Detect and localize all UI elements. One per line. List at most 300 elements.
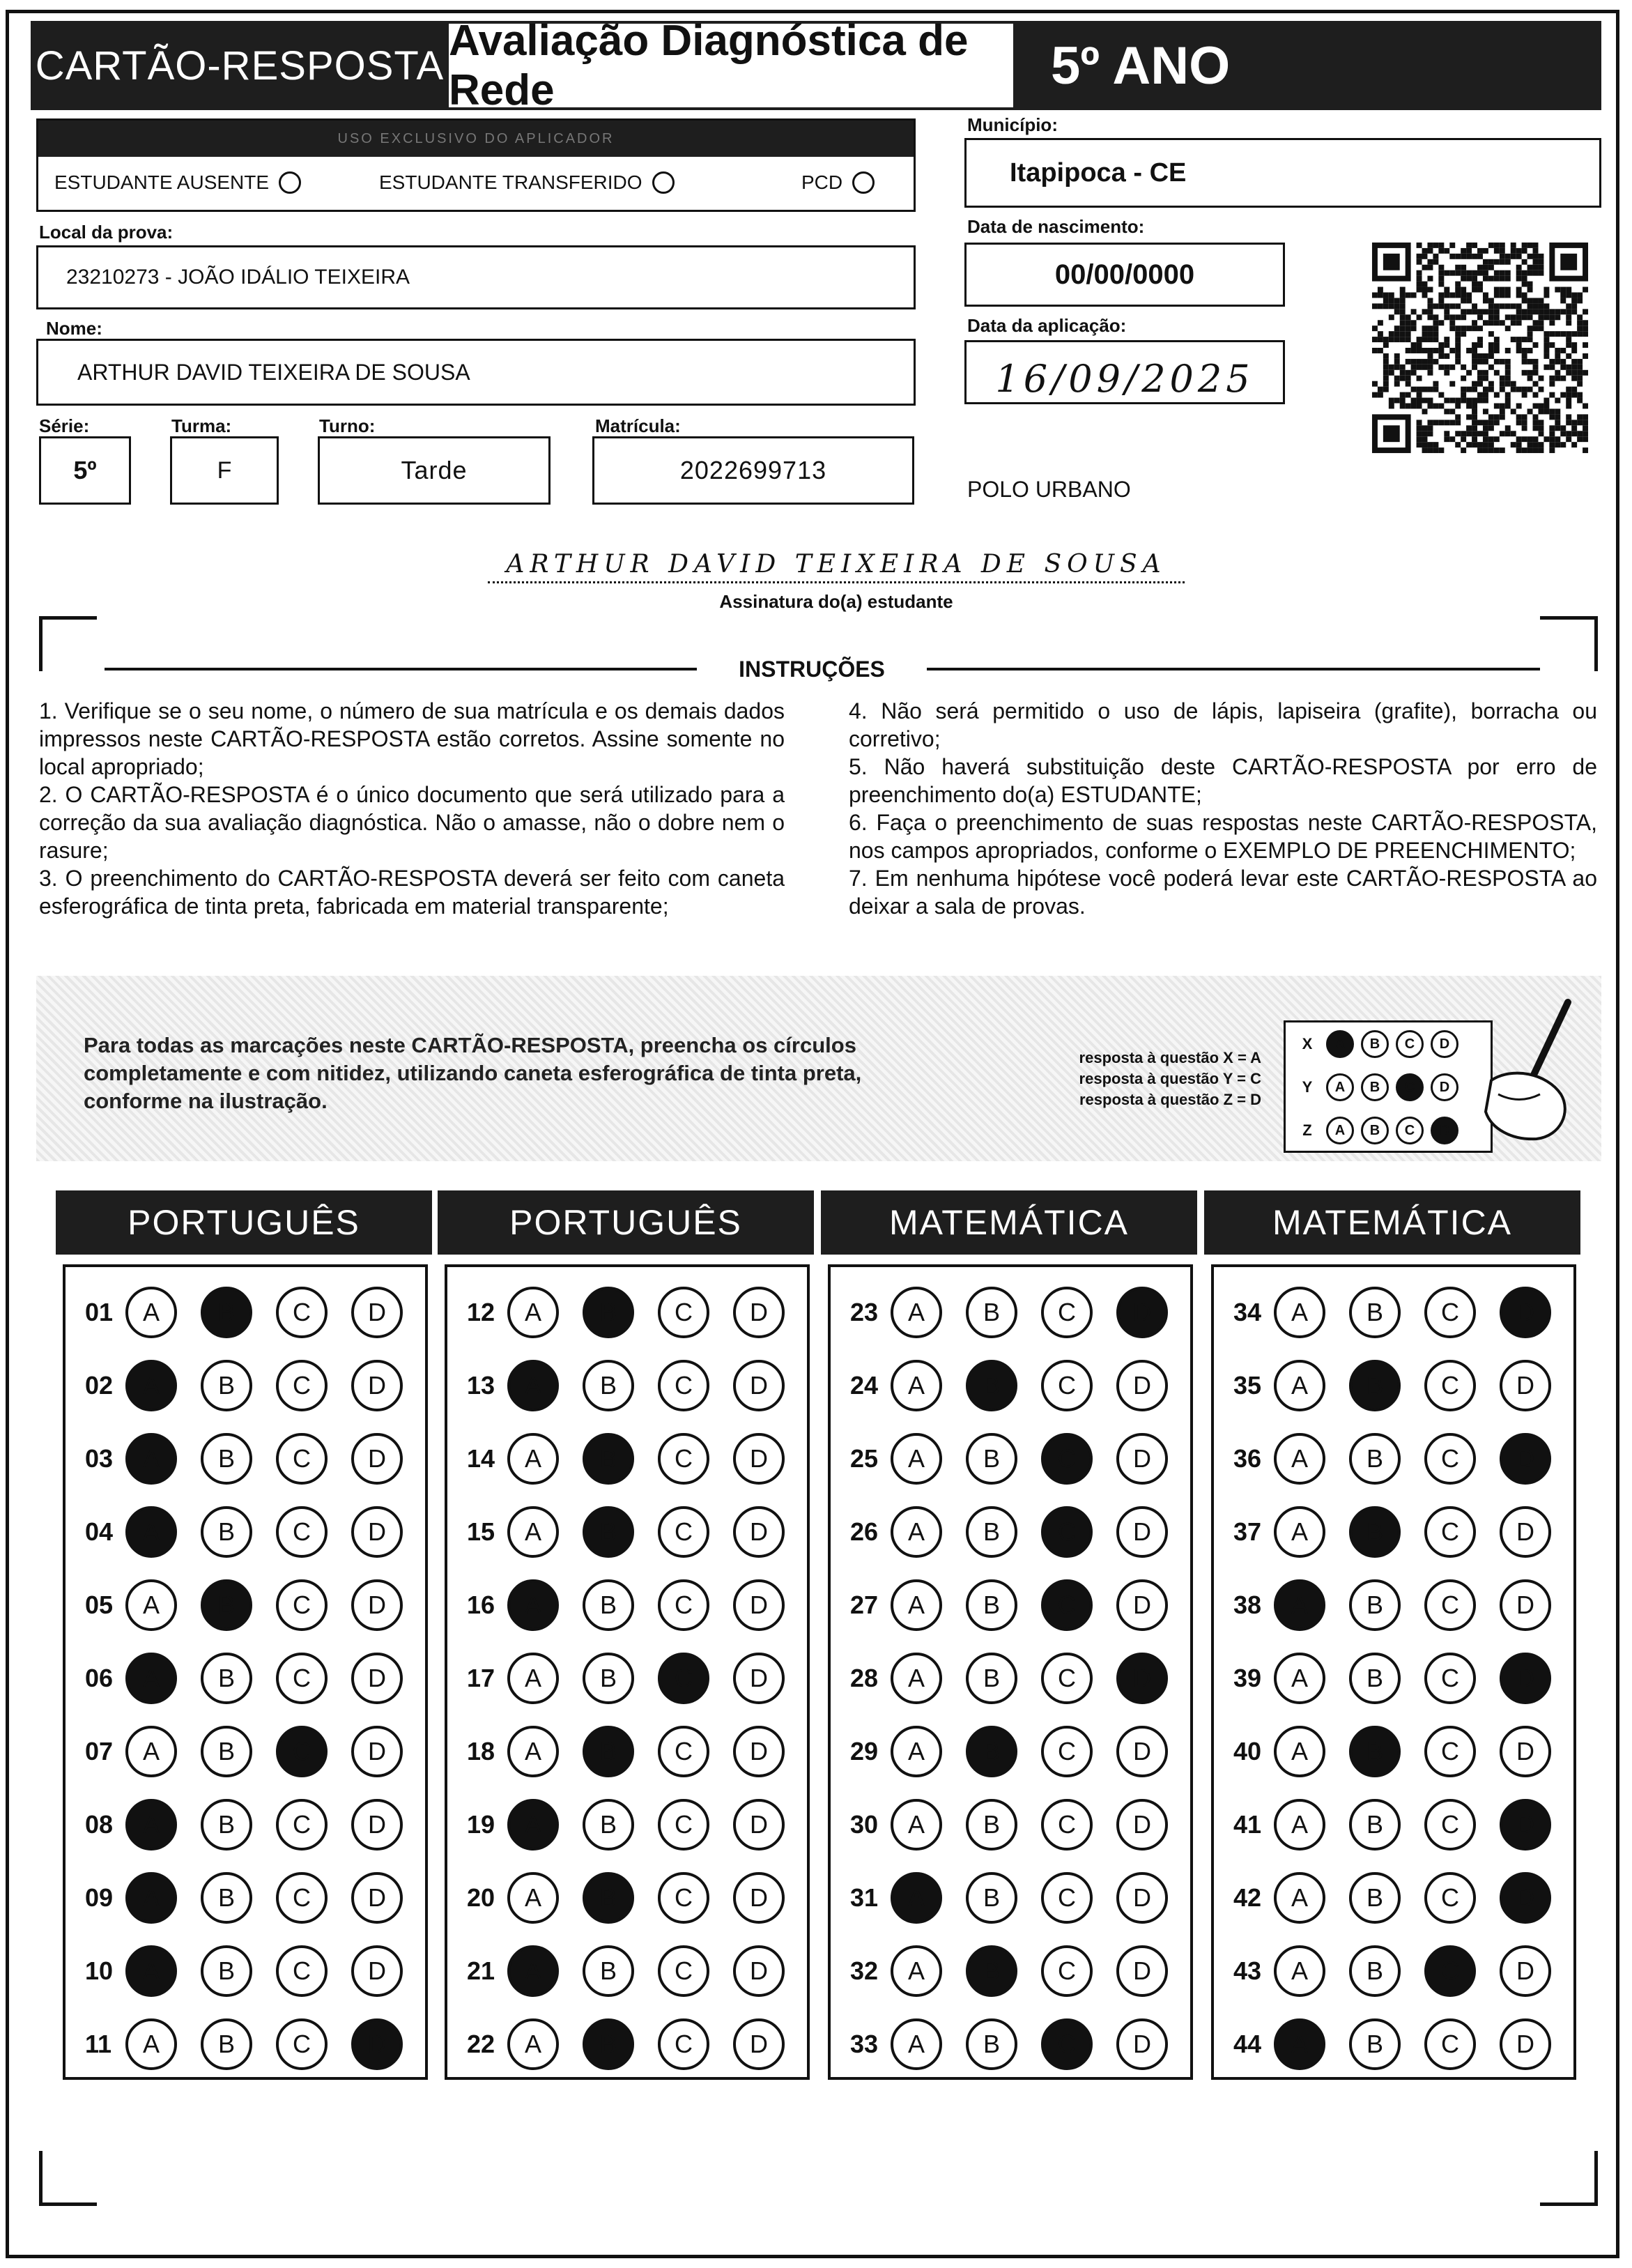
question-row	[1233, 1433, 1575, 1485]
example-bubble-b: B	[1361, 1073, 1389, 1101]
answer-panel	[445, 1264, 810, 2080]
bubble-c[interactable]: C	[1041, 1506, 1093, 1558]
example-bubble-a: A	[1326, 1117, 1354, 1144]
instructions-left	[39, 697, 785, 920]
pcd-checkbox[interactable]	[852, 171, 875, 194]
bubble-d[interactable]: D	[733, 1360, 785, 1411]
bubble-a[interactable]: A	[507, 1872, 559, 1924]
filling-example-grid	[1284, 1020, 1493, 1153]
bubble-c[interactable]: C	[658, 1506, 709, 1558]
bubble-d[interactable]: D	[733, 1799, 785, 1851]
bubble-c[interactable]: C	[1424, 1872, 1476, 1924]
municipio-value: Itapipoca - CE	[1010, 158, 1187, 187]
bubble-d[interactable]: D	[1116, 1287, 1168, 1338]
bubble-a[interactable]: A	[891, 1360, 942, 1411]
bubble-a[interactable]: A	[507, 1433, 559, 1485]
bubble-c[interactable]: C	[658, 1360, 709, 1411]
question-row	[850, 1287, 1192, 1338]
bubble-c[interactable]: C	[1424, 1506, 1476, 1558]
bubble-c[interactable]: C	[276, 1799, 328, 1851]
bubble-a[interactable]: A	[507, 1653, 559, 1704]
question-number: 13	[467, 1371, 495, 1400]
question-row	[1233, 1360, 1575, 1411]
bubble-c[interactable]: C	[1424, 1653, 1476, 1704]
transferred-option[interactable]	[379, 171, 675, 194]
serie-field	[39, 436, 131, 505]
absent-label: ESTUDANTE AUSENTE	[54, 171, 270, 193]
question-row	[85, 1506, 426, 1558]
bubble-a[interactable]: A	[125, 1287, 177, 1338]
bubble-a[interactable]: A	[891, 1579, 942, 1631]
bubble-d[interactable]: D	[351, 1287, 403, 1338]
bubble-a[interactable]: A	[891, 1653, 942, 1704]
bubble-d[interactable]: D	[1500, 1799, 1551, 1851]
bubble-d[interactable]: D	[351, 2018, 403, 2070]
bubble-c[interactable]: C	[276, 1872, 328, 1924]
pcd-option[interactable]	[801, 171, 875, 194]
bubble-c[interactable]: C	[1424, 1579, 1476, 1631]
question-number: 02	[85, 1371, 114, 1400]
question-row	[850, 1579, 1192, 1631]
bubble-d[interactable]: D	[1116, 1579, 1168, 1631]
question-row	[850, 1945, 1192, 1997]
pcd-label: PCD	[801, 171, 843, 193]
bubble-b[interactable]: B	[201, 2018, 252, 2070]
bubble-d[interactable]: D	[1500, 1872, 1551, 1924]
bubble-c[interactable]: C	[276, 1506, 328, 1558]
example-bubble-c: C	[1396, 1030, 1424, 1058]
bubble-d[interactable]: D	[351, 1872, 403, 1924]
example-row	[1286, 1109, 1458, 1152]
question-number: 36	[1233, 1444, 1262, 1473]
bubble-a[interactable]: A	[125, 1506, 177, 1558]
bubble-a[interactable]: A	[1274, 1579, 1325, 1631]
question-number: 31	[850, 1883, 879, 1912]
bubble-b[interactable]: B	[583, 1506, 634, 1558]
bubble-a[interactable]: A	[125, 1872, 177, 1924]
bubble-d[interactable]: D	[1500, 1506, 1551, 1558]
bubble-a[interactable]: A	[125, 1360, 177, 1411]
question-row	[85, 1726, 426, 1777]
bubble-a[interactable]: A	[1274, 1726, 1325, 1777]
signature-label: Assinatura do(a) estudante	[719, 591, 953, 612]
instruction-item: 5. Não haverá substituição deste CARTÃO-RESPOSTA por erro de preenchimento do(a) ESTUDANTE;	[849, 754, 1597, 807]
turma-value: F	[217, 457, 232, 484]
application-date-field[interactable]	[964, 340, 1285, 404]
question-number: 17	[467, 1664, 495, 1692]
instructions-rule	[927, 668, 1540, 671]
bubble-d[interactable]: D	[733, 1287, 785, 1338]
bubble-c[interactable]: C	[1041, 1945, 1093, 1997]
bubble-c[interactable]: C	[276, 1287, 328, 1338]
bubble-a[interactable]: A	[1274, 1287, 1325, 1338]
bubble-d[interactable]: D	[733, 1945, 785, 1997]
bubble-d[interactable]: D	[351, 1506, 403, 1558]
question-row	[1233, 1287, 1575, 1338]
bubble-d[interactable]: D	[1500, 1726, 1551, 1777]
bubble-d[interactable]: D	[1116, 1726, 1168, 1777]
bubble-c[interactable]: C	[276, 1433, 328, 1485]
corner-mark	[39, 2151, 97, 2206]
bubble-d[interactable]: D	[733, 1872, 785, 1924]
bubble-a[interactable]: A	[891, 1945, 942, 1997]
example-bubble-d: D	[1431, 1117, 1458, 1144]
question-number: 11	[85, 2030, 112, 2058]
bubble-b[interactable]: B	[966, 1506, 1017, 1558]
bubble-c[interactable]: C	[276, 1653, 328, 1704]
example-bubble-d: D	[1431, 1030, 1458, 1058]
bubble-d[interactable]: D	[1116, 1945, 1168, 1997]
example-bubble-b: B	[1361, 1117, 1389, 1144]
bubble-d[interactable]: D	[1500, 1433, 1551, 1485]
bubble-d[interactable]: D	[1500, 1360, 1551, 1411]
question-number: 22	[467, 2030, 495, 2058]
bubble-b[interactable]: B	[583, 1872, 634, 1924]
bubble-a[interactable]: A	[891, 2018, 942, 2070]
example-bubble-d: D	[1431, 1073, 1458, 1101]
bubble-d[interactable]: D	[1500, 1653, 1551, 1704]
question-row	[85, 1872, 426, 1924]
question-row	[1233, 1945, 1575, 1997]
bubble-c[interactable]: C	[1424, 1945, 1476, 1997]
bubble-c[interactable]: C	[1041, 2018, 1093, 2070]
bubble-c[interactable]: C	[1041, 1799, 1093, 1851]
answer-panel	[828, 1264, 1193, 2080]
bubble-a[interactable]: A	[507, 1726, 559, 1777]
bubble-b[interactable]: B	[583, 1653, 634, 1704]
bubble-c[interactable]: C	[658, 1872, 709, 1924]
municipio-field	[964, 138, 1601, 208]
question-row	[850, 1360, 1192, 1411]
bubble-b[interactable]: B	[201, 1726, 252, 1777]
example-bubble-b: B	[1361, 1030, 1389, 1058]
bubble-d[interactable]: D	[351, 1360, 403, 1411]
question-row	[850, 1799, 1192, 1851]
bubble-b[interactable]: B	[966, 1945, 1017, 1997]
bubble-a[interactable]: A	[125, 1945, 177, 1997]
bubble-b[interactable]: B	[201, 1506, 252, 1558]
bubble-b[interactable]: B	[583, 1287, 634, 1338]
bubble-d[interactable]: D	[1500, 1579, 1551, 1631]
bubble-a[interactable]: A	[1274, 1433, 1325, 1485]
bubble-c[interactable]: C	[1424, 1360, 1476, 1411]
bubble-c[interactable]: C	[276, 1945, 328, 1997]
question-number: 29	[850, 1737, 879, 1765]
question-row	[850, 1506, 1192, 1558]
subject-header: MATEMÁTICA	[1204, 1190, 1580, 1255]
bubble-b[interactable]: B	[201, 1872, 252, 1924]
transferred-checkbox[interactable]	[652, 171, 675, 194]
corner-mark	[39, 616, 97, 671]
bubble-d[interactable]: D	[351, 1726, 403, 1777]
bubble-a[interactable]: A	[891, 1506, 942, 1558]
bubble-a[interactable]: A	[125, 1653, 177, 1704]
bubble-b[interactable]: B	[583, 1945, 634, 1997]
bubble-d[interactable]: D	[733, 1726, 785, 1777]
question-number: 08	[85, 1810, 114, 1839]
question-row	[467, 2018, 808, 2070]
bubble-c[interactable]: C	[1424, 2018, 1476, 2070]
question-number: 34	[1233, 1298, 1262, 1326]
question-number: 35	[1233, 1371, 1262, 1400]
bubble-a[interactable]: A	[125, 1799, 177, 1851]
bubble-b[interactable]: B	[966, 1287, 1017, 1338]
question-row	[467, 1506, 808, 1558]
bubble-d[interactable]: D	[733, 1433, 785, 1485]
question-row	[850, 1653, 1192, 1704]
bubble-b[interactable]: B	[201, 1360, 252, 1411]
bubble-c[interactable]: C	[1041, 1433, 1093, 1485]
bubble-c[interactable]: C	[658, 1287, 709, 1338]
subject-header: PORTUGUÊS	[56, 1190, 432, 1255]
bubble-a[interactable]: A	[507, 1506, 559, 1558]
example-bubble-a: A	[1326, 1030, 1354, 1058]
bubble-b[interactable]: B	[1349, 1360, 1401, 1411]
bubble-d[interactable]: D	[733, 1579, 785, 1631]
question-number: 10	[85, 1956, 114, 1985]
answer-panel	[1211, 1264, 1576, 2080]
bubble-c[interactable]: C	[1424, 1287, 1476, 1338]
question-number: 38	[1233, 1591, 1262, 1619]
bubble-b[interactable]: B	[966, 1653, 1017, 1704]
legend-line: resposta à questão X = A	[1079, 1049, 1261, 1066]
bubble-a[interactable]: A	[507, 1799, 559, 1851]
turma-field	[170, 436, 279, 505]
bubble-a[interactable]: A	[125, 1433, 177, 1485]
filling-example-text: Para todas as marcações neste CARTÃO-RESPOSTA, preencha os círculos completamente e com nitidez, utilizando caneta esferográfica de tinta preta, conforme na ilustração.	[84, 1033, 862, 1113]
bubble-a[interactable]: A	[125, 2018, 177, 2070]
bubble-b[interactable]: B	[201, 1945, 252, 1997]
question-number: 43	[1233, 1956, 1262, 1985]
bubble-a[interactable]: A	[1274, 1799, 1325, 1851]
question-number: 19	[467, 1810, 495, 1839]
matricula-field	[592, 436, 914, 505]
question-row	[1233, 1872, 1575, 1924]
bubble-d[interactable]: D	[1116, 1653, 1168, 1704]
question-number: 24	[850, 1371, 879, 1400]
example-bubble-c: C	[1396, 1117, 1424, 1144]
bubble-b[interactable]: B	[1349, 1579, 1401, 1631]
matricula-value: 2022699713	[679, 456, 827, 484]
question-row	[850, 1872, 1192, 1924]
corner-mark	[1540, 2151, 1598, 2206]
legend-line: resposta à questão Y = C	[1079, 1070, 1261, 1087]
bubble-d[interactable]: D	[1116, 2018, 1168, 2070]
hand-pen-icon	[1470, 997, 1575, 1143]
question-row	[467, 1872, 808, 1924]
bubble-b[interactable]: B	[201, 1799, 252, 1851]
question-row	[85, 1799, 426, 1851]
absent-option[interactable]	[54, 171, 301, 194]
bubble-c[interactable]: C	[1041, 1872, 1093, 1924]
bubble-b[interactable]: B	[966, 1726, 1017, 1777]
bubble-b[interactable]: B	[201, 1287, 252, 1338]
bubble-b[interactable]: B	[1349, 1433, 1401, 1485]
bubble-b[interactable]: B	[1349, 2018, 1401, 2070]
question-row	[467, 1287, 808, 1338]
name-field	[36, 339, 916, 406]
bubble-d[interactable]: D	[1116, 1433, 1168, 1485]
bubble-b[interactable]: B	[1349, 1653, 1401, 1704]
bubble-d[interactable]: D	[351, 1799, 403, 1851]
question-number: 42	[1233, 1883, 1262, 1912]
question-row	[1233, 2018, 1575, 2070]
bubble-a[interactable]: A	[1274, 1360, 1325, 1411]
application-date-value: 16/09/2025	[995, 356, 1254, 401]
question-row	[467, 1653, 808, 1704]
grade-badge: 5º ANO	[1013, 21, 1601, 110]
bubble-d[interactable]: D	[351, 1433, 403, 1485]
bubble-d[interactable]: D	[351, 1579, 403, 1631]
bubble-a[interactable]: A	[507, 1360, 559, 1411]
bubble-a[interactable]: A	[507, 1579, 559, 1631]
bubble-a[interactable]: A	[1274, 1872, 1325, 1924]
bubble-a[interactable]: A	[891, 1799, 942, 1851]
bubble-c[interactable]: C	[658, 1653, 709, 1704]
bubble-d[interactable]: D	[1116, 1506, 1168, 1558]
bubble-b[interactable]: B	[966, 2018, 1017, 2070]
bubble-d[interactable]: D	[733, 2018, 785, 2070]
bubble-a[interactable]: A	[891, 1433, 942, 1485]
bubble-c[interactable]: C	[1041, 1726, 1093, 1777]
question-row	[85, 1287, 426, 1338]
bubble-a[interactable]: A	[507, 1287, 559, 1338]
bubble-a[interactable]: A	[1274, 1506, 1325, 1558]
qr-code	[1366, 237, 1594, 459]
question-row	[467, 1945, 808, 1997]
absent-checkbox[interactable]	[279, 171, 301, 194]
bubble-d[interactable]: D	[1500, 2018, 1551, 2070]
question-row	[1233, 1653, 1575, 1704]
bubble-d[interactable]: D	[1116, 1360, 1168, 1411]
birthdate-value: 00/00/0000	[1054, 259, 1195, 290]
bubble-c[interactable]: C	[658, 2018, 709, 2070]
instruction-item: 4. Não será permitido o uso de lápis, lapiseira (grafite), borracha ou corretivo;	[849, 698, 1597, 751]
subject-header: PORTUGUÊS	[438, 1190, 814, 1255]
application-date-label: Data da aplicação:	[967, 315, 1127, 336]
serie-label: Série:	[39, 415, 90, 436]
bubble-c[interactable]: C	[658, 1799, 709, 1851]
bubble-b[interactable]: B	[1349, 1287, 1401, 1338]
bubble-c[interactable]: C	[1041, 1653, 1093, 1704]
question-number: 32	[850, 1956, 879, 1985]
bubble-d[interactable]: D	[1500, 1945, 1551, 1997]
birthdate-field	[964, 243, 1285, 307]
instructions-title: INSTRUÇÕES	[697, 657, 927, 682]
signature[interactable]: ARTHUR DAVID TEIXEIRA DE SOUSA	[488, 548, 1185, 583]
bubble-a[interactable]: A	[891, 1726, 942, 1777]
bubble-d[interactable]: D	[1500, 1287, 1551, 1338]
bubble-b[interactable]: B	[201, 1579, 252, 1631]
card-title: CARTÃO-RESPOSTA	[31, 21, 449, 110]
bubble-c[interactable]: C	[1424, 1799, 1476, 1851]
instructions-rule	[105, 668, 697, 671]
bubble-b[interactable]: B	[1349, 1799, 1401, 1851]
bubble-b[interactable]: B	[583, 1433, 634, 1485]
bubble-a[interactable]: A	[125, 1726, 177, 1777]
bubble-c[interactable]: C	[276, 1360, 328, 1411]
bubble-c[interactable]: C	[276, 1579, 328, 1631]
bubble-b[interactable]: B	[1349, 1506, 1401, 1558]
bubble-c[interactable]: C	[1424, 1726, 1476, 1777]
bubble-d[interactable]: D	[733, 1506, 785, 1558]
turno-label: Turno:	[319, 415, 376, 436]
bubble-b[interactable]: B	[583, 2018, 634, 2070]
bubble-a[interactable]: A	[1274, 1653, 1325, 1704]
bubble-c[interactable]: C	[1041, 1579, 1093, 1631]
question-row	[85, 1433, 426, 1485]
bubble-b[interactable]: B	[966, 1360, 1017, 1411]
bubble-a[interactable]: A	[507, 1945, 559, 1997]
instruction-item: 3. O preenchimento do CARTÃO-RESPOSTA deverá ser feito com caneta esferográfica de tinta preta, fabricada em material transparente;	[39, 866, 785, 919]
bubble-c[interactable]: C	[1041, 1360, 1093, 1411]
bubble-b[interactable]: B	[966, 1799, 1017, 1851]
bubble-c[interactable]: C	[658, 1579, 709, 1631]
local-label: Local da prova:	[39, 222, 174, 243]
bubble-a[interactable]: A	[1274, 1945, 1325, 1997]
question-number: 05	[85, 1591, 114, 1619]
bubble-a[interactable]: A	[507, 2018, 559, 2070]
question-number: 09	[85, 1883, 114, 1912]
question-number: 30	[850, 1810, 879, 1839]
bubble-d[interactable]: D	[1116, 1872, 1168, 1924]
bubble-b[interactable]: B	[966, 1872, 1017, 1924]
question-number: 37	[1233, 1517, 1262, 1546]
question-row	[1233, 1579, 1575, 1631]
question-number: 15	[467, 1517, 495, 1546]
bubble-c[interactable]: C	[1041, 1287, 1093, 1338]
question-row	[467, 1726, 808, 1777]
bubble-b[interactable]: B	[966, 1433, 1017, 1485]
bubble-b[interactable]: B	[583, 1579, 634, 1631]
bubble-a[interactable]: A	[125, 1579, 177, 1631]
bubble-a[interactable]: A	[891, 1872, 942, 1924]
bubble-b[interactable]: B	[201, 1433, 252, 1485]
bubble-d[interactable]: D	[733, 1653, 785, 1704]
question-number: 33	[850, 2030, 879, 2058]
bubble-c[interactable]: C	[276, 2018, 328, 2070]
question-number: 41	[1233, 1810, 1262, 1839]
bubble-c[interactable]: C	[276, 1726, 328, 1777]
bubble-c[interactable]: C	[1424, 1433, 1476, 1485]
question-number: 14	[467, 1444, 495, 1473]
bubble-b[interactable]: B	[201, 1653, 252, 1704]
name-label: Nome:	[46, 318, 102, 339]
municipio-label: Município:	[967, 114, 1058, 135]
bubble-b[interactable]: B	[583, 1799, 634, 1851]
bubble-c[interactable]: C	[658, 1433, 709, 1485]
bubble-b[interactable]: B	[966, 1579, 1017, 1631]
bubble-c[interactable]: C	[658, 1945, 709, 1997]
question-number: 25	[850, 1444, 879, 1473]
bubble-b[interactable]: B	[1349, 1872, 1401, 1924]
bubble-a[interactable]: A	[1274, 2018, 1325, 2070]
bubble-b[interactable]: B	[583, 1726, 634, 1777]
bubble-c[interactable]: C	[658, 1726, 709, 1777]
bubble-b[interactable]: B	[583, 1360, 634, 1411]
question-number: 20	[467, 1883, 495, 1912]
question-number: 23	[850, 1298, 879, 1326]
bubble-a[interactable]: A	[891, 1287, 942, 1338]
question-number: 40	[1233, 1737, 1262, 1765]
bubble-d[interactable]: D	[1116, 1799, 1168, 1851]
bubble-d[interactable]: D	[351, 1653, 403, 1704]
question-row	[1233, 1799, 1575, 1851]
filling-example-legend	[1031, 1048, 1261, 1110]
bubble-b[interactable]: B	[1349, 1726, 1401, 1777]
bubble-d[interactable]: D	[351, 1945, 403, 1997]
bubble-b[interactable]: B	[1349, 1945, 1401, 1997]
